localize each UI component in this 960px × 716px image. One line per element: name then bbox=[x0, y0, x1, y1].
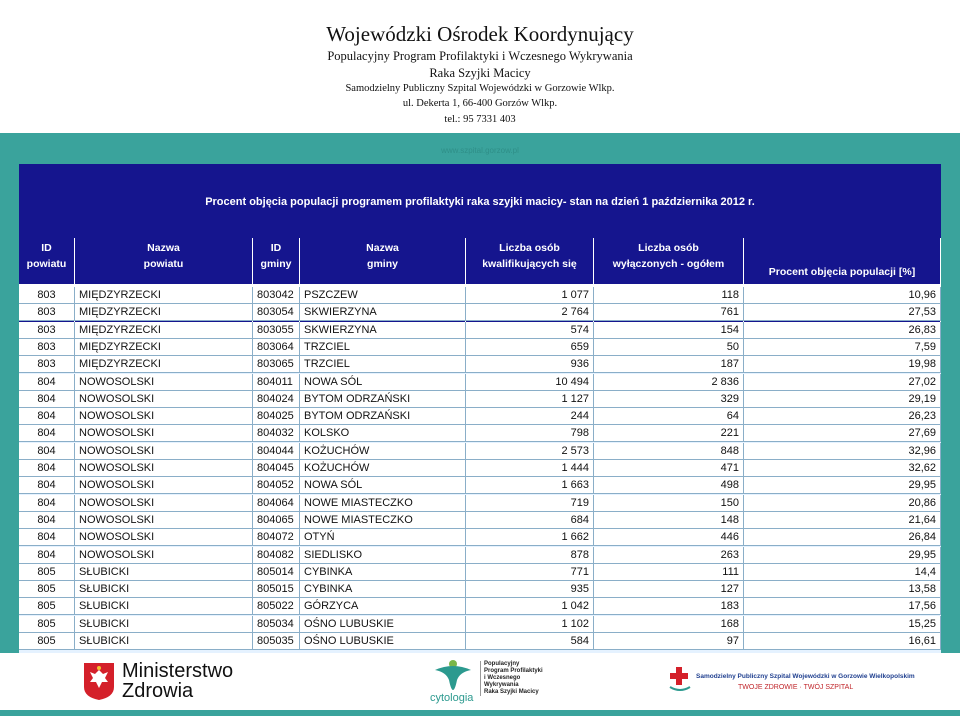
table-cell: 13,58 bbox=[744, 581, 941, 598]
website-link[interactable]: www.szpital.gorzow.pl bbox=[441, 146, 519, 155]
table-cell: 244 bbox=[466, 408, 594, 425]
table-cell: 804065 bbox=[253, 512, 300, 529]
table-row bbox=[19, 495, 941, 512]
table-cell: 804 bbox=[19, 460, 75, 477]
table-cell: KOLSKO bbox=[300, 425, 466, 442]
table-cell: 2 836 bbox=[594, 374, 744, 391]
table-cell: 97 bbox=[594, 633, 744, 650]
table-cell: NOWA SÓL bbox=[300, 374, 466, 391]
table-cell: OTYŃ bbox=[300, 529, 466, 546]
table-cell: 2 573 bbox=[466, 443, 594, 460]
table-row bbox=[19, 512, 941, 529]
table-cell: 27,69 bbox=[744, 425, 941, 442]
table-cell: SKWIERZYNA bbox=[300, 304, 466, 321]
table-cell: 805022 bbox=[253, 598, 300, 615]
header-address: ul. Dekerta 1, 66-400 Gorzów Wlkp. bbox=[402, 98, 558, 109]
table-cell: BYTOM ODRZAŃSKI bbox=[300, 408, 466, 425]
table-cell: NOWA SÓL bbox=[300, 477, 466, 494]
table-cell: 804 bbox=[19, 391, 75, 408]
table-row bbox=[19, 356, 941, 373]
table-cell: 804 bbox=[19, 408, 75, 425]
table-cell: 804024 bbox=[253, 391, 300, 408]
cytologia-figure-icon bbox=[430, 658, 476, 692]
table-row bbox=[19, 460, 941, 477]
table-cell: MIĘDZYRZECKI bbox=[75, 356, 253, 373]
table-cell: 574 bbox=[466, 322, 594, 339]
table-cell: NOWOSOLSKI bbox=[75, 443, 253, 460]
table-cell: 804 bbox=[19, 495, 75, 512]
column-header-line1: ID bbox=[270, 242, 282, 254]
table-cell: CYBINKA bbox=[300, 581, 466, 598]
table-cell: 719 bbox=[466, 495, 594, 512]
table-cell: 804 bbox=[19, 512, 75, 529]
column-header-line1: Liczba osób bbox=[638, 242, 699, 254]
table-row bbox=[19, 287, 941, 304]
table-cell: 684 bbox=[466, 512, 594, 529]
table-cell: 50 bbox=[594, 339, 744, 356]
table-row bbox=[19, 322, 941, 339]
hospital-logo bbox=[668, 665, 915, 697]
table-cell: 804045 bbox=[253, 460, 300, 477]
coverage-table bbox=[19, 164, 941, 653]
table-cell: 471 bbox=[594, 460, 744, 477]
page-header bbox=[0, 0, 960, 133]
table-cell: 1 102 bbox=[466, 616, 594, 633]
table-cell: 805 bbox=[19, 633, 75, 650]
cytologia-wordmark: cytologia bbox=[430, 692, 474, 704]
table-cell: 804 bbox=[19, 425, 75, 442]
header-program-line1: Populacyjny Program Profilaktyki i Wczesnego Wykrywania bbox=[327, 49, 633, 63]
table-cell: 803064 bbox=[253, 339, 300, 356]
table-cell: 15,25 bbox=[744, 616, 941, 633]
table-row bbox=[19, 425, 941, 442]
table-row bbox=[19, 529, 941, 546]
table-cell: 804011 bbox=[253, 374, 300, 391]
column-header-line2: gminy bbox=[367, 258, 398, 270]
polish-eagle-emblem-icon bbox=[82, 661, 116, 701]
table-cell: 761 bbox=[594, 304, 744, 321]
table-cell: 111 bbox=[594, 564, 744, 581]
table-cell: 803055 bbox=[253, 322, 300, 339]
table-cell: 803 bbox=[19, 322, 75, 339]
table-cell: SŁUBICKI bbox=[75, 598, 253, 615]
table-row bbox=[19, 616, 941, 633]
program-line: Program Profilaktyki bbox=[484, 668, 543, 674]
table-cell: 804 bbox=[19, 547, 75, 564]
table-cell: 803054 bbox=[253, 304, 300, 321]
table-cell: 64 bbox=[594, 408, 744, 425]
table-cell: SŁUBICKI bbox=[75, 616, 253, 633]
table-cell: 498 bbox=[594, 477, 744, 494]
table-cell: GÓRZYCA bbox=[300, 598, 466, 615]
table-cell: 803042 bbox=[253, 287, 300, 304]
table-cell: 2 764 bbox=[466, 304, 594, 321]
table-cell: 804032 bbox=[253, 425, 300, 442]
table-cell: 10 494 bbox=[466, 374, 594, 391]
table-cell: NOWOSOLSKI bbox=[75, 408, 253, 425]
table-cell: SIEDLISKO bbox=[300, 547, 466, 564]
table-cell: NOWE MIASTECZKO bbox=[300, 512, 466, 529]
table-cell: 805 bbox=[19, 564, 75, 581]
table-cell: 127 bbox=[594, 581, 744, 598]
program-line: Raka Szyjki Macicy bbox=[484, 689, 539, 695]
table-cell: 221 bbox=[594, 425, 744, 442]
table-cell: 16,61 bbox=[744, 633, 941, 650]
table-cell: SŁUBICKI bbox=[75, 564, 253, 581]
table-cell: 804072 bbox=[253, 529, 300, 546]
table-cell: 1 042 bbox=[466, 598, 594, 615]
ministry-name-line2: Zdrowia bbox=[122, 680, 194, 702]
table-cell: 803065 bbox=[253, 356, 300, 373]
cytologia-program-logo bbox=[430, 658, 550, 706]
table-cell: MIĘDZYRZECKI bbox=[75, 304, 253, 321]
column-header-line2: wyłączonych - ogółem bbox=[612, 258, 725, 270]
column-header-line1: Nazwa bbox=[366, 242, 399, 254]
table-cell: 1 077 bbox=[466, 287, 594, 304]
table-cell: 168 bbox=[594, 616, 744, 633]
header-hospital-name: Samodzielny Publiczny Szpital Wojewódzki w Gorzowie Wlkp. bbox=[345, 83, 615, 94]
table-cell: 32,62 bbox=[744, 460, 941, 477]
table-cell: MIĘDZYRZECKI bbox=[75, 287, 253, 304]
table-cell: NOWOSOLSKI bbox=[75, 495, 253, 512]
table-cell: 804 bbox=[19, 374, 75, 391]
table-title: Procent objęcia populacji programem profilaktyki raka szyjki macicy- stan na dzień 1 października 2012 r. bbox=[205, 196, 755, 208]
hospital-motto: TWOJE ZDROWIE · TWÓJ SZPITAL bbox=[738, 684, 854, 691]
table-cell: 935 bbox=[466, 581, 594, 598]
table-row bbox=[19, 581, 941, 598]
table-cell: 32,96 bbox=[744, 443, 941, 460]
table-cell: 29,95 bbox=[744, 477, 941, 494]
table-row bbox=[19, 598, 941, 615]
table-cell: 148 bbox=[594, 512, 744, 529]
table-cell: 14,4 bbox=[744, 564, 941, 581]
table-cell: 804 bbox=[19, 477, 75, 494]
table-cell: 804025 bbox=[253, 408, 300, 425]
table-cell: 805 bbox=[19, 581, 75, 598]
table-cell: 805035 bbox=[253, 633, 300, 650]
table-cell: 27,02 bbox=[744, 374, 941, 391]
table-cell: MIĘDZYRZECKI bbox=[75, 339, 253, 356]
table-cell: 805034 bbox=[253, 616, 300, 633]
table-row bbox=[19, 443, 941, 460]
table-cell: 659 bbox=[466, 339, 594, 356]
table-row bbox=[19, 304, 941, 321]
table-cell: 805014 bbox=[253, 564, 300, 581]
table-cell: 878 bbox=[466, 547, 594, 564]
table-row bbox=[19, 564, 941, 581]
table-cell: 804044 bbox=[253, 443, 300, 460]
table-cell: KOŻUCHÓW bbox=[300, 443, 466, 460]
table-cell: 805 bbox=[19, 598, 75, 615]
column-header-line1: ID bbox=[41, 242, 52, 254]
header-program-line2: Raka Szyjki Macicy bbox=[429, 66, 531, 80]
ministry-name bbox=[122, 661, 233, 701]
table-cell: 183 bbox=[594, 598, 744, 615]
table-cell: 27,53 bbox=[744, 304, 941, 321]
table-row bbox=[19, 547, 941, 564]
table-cell: SKWIERZYNA bbox=[300, 322, 466, 339]
table-cell: 26,84 bbox=[744, 529, 941, 546]
table-cell: 805015 bbox=[253, 581, 300, 598]
table-cell: SŁUBICKI bbox=[75, 581, 253, 598]
program-name-lines bbox=[480, 661, 543, 696]
table-cell: BYTOM ODRZAŃSKI bbox=[300, 391, 466, 408]
table-cell: SŁUBICKI bbox=[75, 633, 253, 650]
table-cell: 803 bbox=[19, 304, 75, 321]
table-cell: NOWOSOLSKI bbox=[75, 460, 253, 477]
program-line: Wykrywania bbox=[484, 682, 519, 688]
table-cell: NOWOSOLSKI bbox=[75, 391, 253, 408]
table-cell: 1 663 bbox=[466, 477, 594, 494]
table-cell: 1 444 bbox=[466, 460, 594, 477]
table-cell: CYBINKA bbox=[300, 564, 466, 581]
table-cell: 187 bbox=[594, 356, 744, 373]
table-cell: 21,64 bbox=[744, 512, 941, 529]
table-cell: NOWE MIASTECZKO bbox=[300, 495, 466, 512]
table-cell: 1 127 bbox=[466, 391, 594, 408]
column-header-line2: powiatu bbox=[143, 258, 184, 270]
table-cell: 29,19 bbox=[744, 391, 941, 408]
table-row bbox=[19, 477, 941, 494]
table-cell: 17,56 bbox=[744, 598, 941, 615]
table-row bbox=[19, 374, 941, 391]
column-header-line2: gminy bbox=[260, 258, 292, 270]
table-cell: 19,98 bbox=[744, 356, 941, 373]
table-cell: 804082 bbox=[253, 547, 300, 564]
table-cell: 584 bbox=[466, 633, 594, 650]
table-cell: 263 bbox=[594, 547, 744, 564]
table-title-band bbox=[19, 164, 941, 238]
table-cell: 154 bbox=[594, 322, 744, 339]
table-cell: 804052 bbox=[253, 477, 300, 494]
table-cell: 20,86 bbox=[744, 495, 941, 512]
table-cell: MIĘDZYRZECKI bbox=[75, 322, 253, 339]
table-cell: 803 bbox=[19, 356, 75, 373]
table-cell: 804064 bbox=[253, 495, 300, 512]
table-cell: TRZCIEL bbox=[300, 339, 466, 356]
table-cell: 804 bbox=[19, 443, 75, 460]
table-cell: OŚNO LUBUSKIE bbox=[300, 616, 466, 633]
hospital-cross-icon bbox=[668, 665, 692, 693]
table-cell: NOWOSOLSKI bbox=[75, 547, 253, 564]
table-cell: 1 662 bbox=[466, 529, 594, 546]
header-phone: tel.: 95 7331 403 bbox=[444, 114, 516, 125]
table-row bbox=[19, 391, 941, 408]
table-row bbox=[19, 633, 941, 650]
table-cell: TRZCIEL bbox=[300, 356, 466, 373]
ministry-name-line1: Ministerstwo bbox=[122, 660, 234, 682]
column-header-line1: Nazwa bbox=[147, 242, 180, 254]
table-cell: NOWOSOLSKI bbox=[75, 529, 253, 546]
column-header-line2: powiatu bbox=[26, 258, 67, 270]
footer-teal-strip bbox=[0, 710, 960, 716]
program-line: Populacyjny bbox=[484, 661, 520, 667]
table-cell: PSZCZEW bbox=[300, 287, 466, 304]
table-cell: 936 bbox=[466, 356, 594, 373]
column-header-line1 bbox=[744, 238, 940, 264]
table-cell: NOWOSOLSKI bbox=[75, 512, 253, 529]
program-line: i Wczesnego bbox=[484, 675, 521, 681]
table-cell: 7,59 bbox=[744, 339, 941, 356]
column-header-line2: Procent objęcia populacji [%] bbox=[768, 266, 916, 278]
table-cell: 446 bbox=[594, 529, 744, 546]
table-cell: 118 bbox=[594, 287, 744, 304]
table-cell: NOWOSOLSKI bbox=[75, 477, 253, 494]
table-cell: 29,95 bbox=[744, 547, 941, 564]
table-cell: 771 bbox=[466, 564, 594, 581]
table-cell: OŚNO LUBUSKIE bbox=[300, 633, 466, 650]
table-cell: 803 bbox=[19, 339, 75, 356]
table-cell: 798 bbox=[466, 425, 594, 442]
table-cell: 150 bbox=[594, 495, 744, 512]
table-cell: 803 bbox=[19, 287, 75, 304]
table-cell: NOWOSOLSKI bbox=[75, 374, 253, 391]
table-cell: NOWOSOLSKI bbox=[75, 425, 253, 442]
table-cell: 329 bbox=[594, 391, 744, 408]
table-row bbox=[19, 408, 941, 425]
table-cell: 10,96 bbox=[744, 287, 941, 304]
column-header-line1: Liczba osób bbox=[499, 242, 560, 254]
header-title: Wojewódzki Ośrodek Koordynujący bbox=[326, 22, 634, 46]
table-cell: KOŻUCHÓW bbox=[300, 460, 466, 477]
ministry-of-health-logo bbox=[82, 661, 242, 703]
table-row bbox=[19, 339, 941, 356]
table-cell: 848 bbox=[594, 443, 744, 460]
column-header-line2: kwalifikujących się bbox=[482, 258, 577, 270]
hospital-name: Samodzielny Publiczny Szpital Wojewódzki w Gorzowie Wielkopolskim bbox=[696, 673, 915, 680]
table-cell: 26,23 bbox=[744, 408, 941, 425]
table-cell: 805 bbox=[19, 616, 75, 633]
table-cell: 804 bbox=[19, 529, 75, 546]
table-cell: 26,83 bbox=[744, 322, 941, 339]
